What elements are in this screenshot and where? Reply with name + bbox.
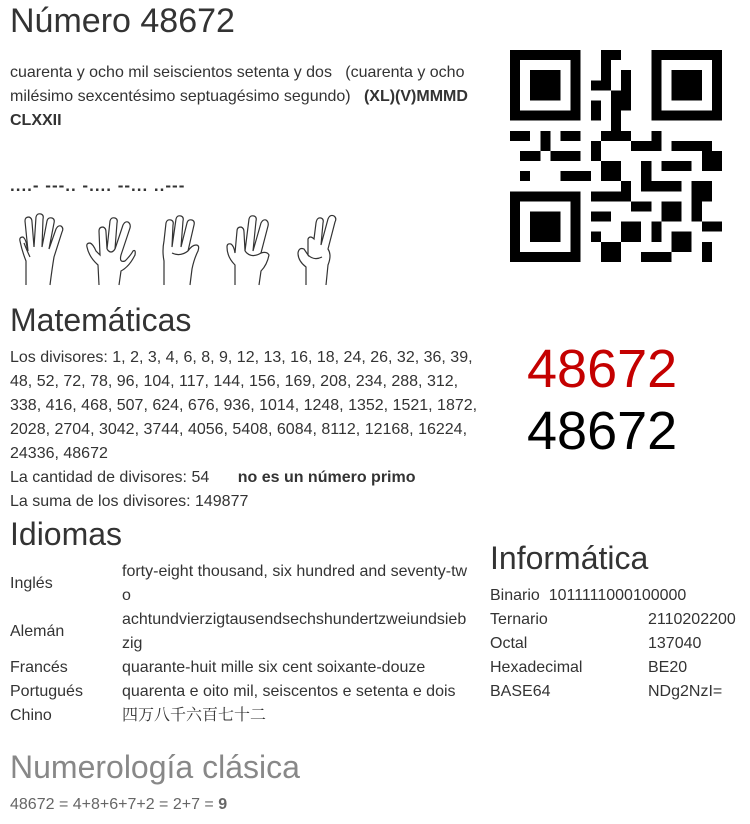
numerology-result: 9 — [218, 796, 228, 813]
math-section — [10, 346, 480, 514]
base-value: 2110202200 — [648, 611, 736, 628]
hand-eight-icon — [83, 211, 139, 287]
hand-two-icon — [290, 211, 346, 287]
base-value: BE20 — [648, 659, 688, 676]
table-row — [490, 632, 736, 656]
base-label: Hexadecimal — [490, 659, 583, 676]
computing-table — [490, 584, 736, 704]
table-row — [490, 608, 736, 632]
language-text: 四万八千六百七十二 — [122, 707, 267, 724]
prime-status: no es un número primo — [237, 469, 416, 486]
table-row — [10, 560, 470, 608]
table-row — [10, 704, 470, 728]
divisors-text — [10, 346, 480, 466]
table-row — [10, 656, 470, 680]
ordinal-in-words: (cuarenta y ocho milésimo sexcentésimo septuagésimo segundo) — [10, 64, 465, 105]
divisor-sum-value: 149877 — [194, 493, 249, 510]
computing-heading: Informática — [490, 540, 649, 576]
number-display-black: 48672 — [527, 401, 678, 461]
qr-code — [510, 50, 722, 262]
number-display-red: 48672 — [527, 339, 678, 399]
binary-value: 1011111000100000 — [548, 587, 687, 604]
table-row — [490, 584, 736, 608]
number-description — [10, 61, 480, 133]
language-name: Inglés — [10, 575, 53, 592]
numerology-heading: Numerología clásica — [10, 749, 300, 785]
math-heading: Matemáticas — [10, 302, 192, 338]
divisors-list: 1, 2, 3, 4, 6, 8, 9, 12, 13, 16, 18, 24, 26, 32, 36, 39, 48, 52, 72, 78, 96, 104, 117, 144, 156, 169, 208, 234, 288, 312, 338, 416, 468, 507, 624, 676, 936, 1014, 1248, 1352, 1521, 1872, 2028, 2704, 3042, 3744, 4056, 5408, 6084, 8112, 12168, 16224, 24336, 48672 — [10, 349, 478, 462]
language-text: quarante-huit mille six cent soixante-douze — [122, 659, 426, 676]
base-value: 137040 — [648, 635, 702, 652]
hand-seven-icon — [221, 211, 277, 287]
language-name: Alemán — [10, 623, 65, 640]
binary-row — [490, 584, 736, 608]
language-name: Francés — [10, 659, 68, 676]
table-row — [10, 680, 470, 704]
language-text: achtundvierzigtausendsechshundertzweiundsiebzig — [122, 611, 467, 652]
divisor-count-label: La cantidad de divisores: — [10, 469, 187, 486]
base-label: Octal — [490, 635, 528, 652]
languages-heading: Idiomas — [10, 516, 123, 552]
base-label: BASE64 — [490, 683, 551, 700]
numerology-formula — [10, 796, 227, 814]
language-text: quarenta e oito mil, seiscentos e setenta e dois — [122, 683, 456, 700]
divisor-count-value: 54 — [191, 469, 210, 486]
number-in-words: cuarenta y ocho mil seiscientos setenta y dos — [10, 64, 332, 81]
language-text: forty-eight thousand, six hundred and seventy-two — [122, 563, 468, 604]
divisor-sum-row — [10, 490, 480, 514]
languages-table — [10, 560, 470, 728]
table-row — [490, 680, 736, 704]
table-row — [10, 608, 470, 656]
morse-code: ....- ---.. -.... --... ..--- — [10, 176, 186, 195]
base-value: NDg2NzI= — [648, 683, 723, 700]
language-name: Portugués — [10, 683, 83, 700]
hand-four-icon — [14, 211, 70, 287]
table-row — [490, 656, 736, 680]
roman-numeral: (XL)(V)MMMD CLXXII — [10, 88, 468, 129]
divisor-count-row — [10, 466, 480, 490]
divisor-sum-label: La suma de los divisores: — [10, 493, 191, 510]
hand-six-icon — [152, 211, 208, 287]
sign-language-hands — [14, 211, 346, 287]
binary-label: Binario — [490, 587, 540, 604]
base-label: Ternario — [490, 611, 548, 628]
numerology-sum: 48672 = 4+8+6+7+2 = 2+7 = — [10, 796, 219, 813]
divisors-label: Los divisores: — [10, 349, 108, 366]
language-name: Chino — [10, 707, 52, 724]
page-title: Número 48672 — [10, 2, 235, 40]
